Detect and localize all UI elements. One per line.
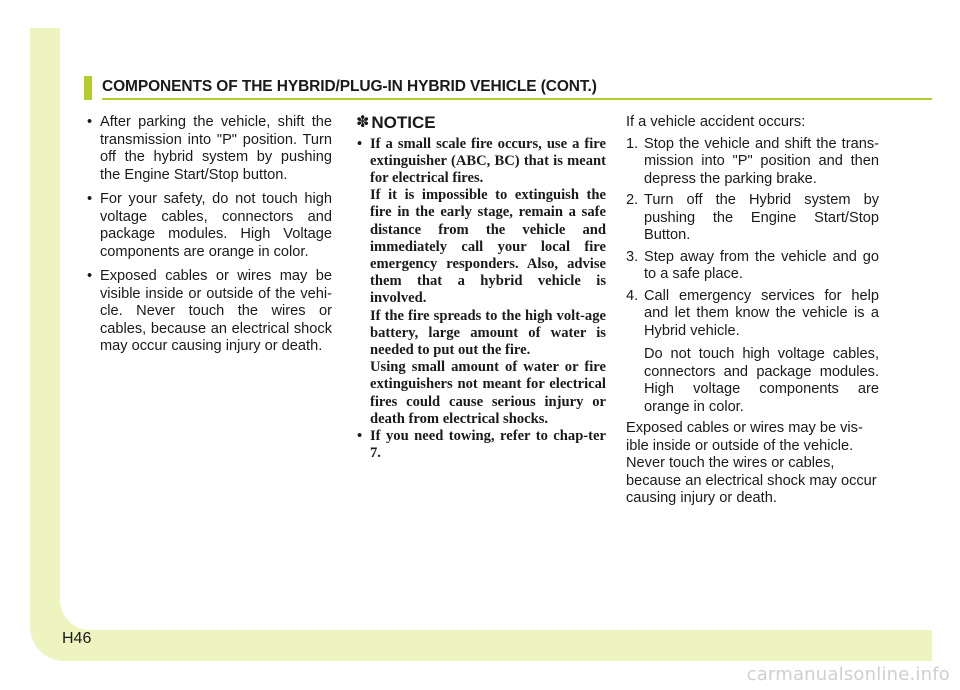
watermark: carmanualsonline.info (746, 664, 950, 685)
bullet-item: • Exposed cables or wires may be visible inside or outside of the vehi-cle. Never touch the wires or cables, because an electrical shock may occur causing injury or death. (86, 268, 332, 356)
notice-paragraph: • If a small scale fire occurs, use a fire extinguisher (ABC, BC) that is meant for electrical fires. (370, 135, 606, 186)
step-number: 1. (626, 135, 639, 152)
notice-paragraph: Using small amount of water or fire extinguishers not meant for electrical fires could cause serious injury or death from electrical shocks. (370, 359, 606, 427)
step-item (626, 192, 879, 245)
notice-item (356, 136, 606, 428)
column-middle (356, 114, 606, 462)
safety-bullet-list (86, 114, 332, 356)
step-text: Stop the vehicle and shift the trans-mission into "P" position and then depress the parking brake. (644, 135, 879, 187)
column-left (86, 114, 332, 363)
column-right (626, 114, 879, 508)
accident-steps-list (626, 136, 879, 417)
notice-paragraph: • If you need towing, refer to chap-ter 7. (370, 427, 606, 462)
step-number: 4. (626, 287, 639, 304)
step-item (626, 136, 879, 189)
step-item (626, 288, 879, 417)
step-item (626, 249, 879, 284)
closing-paragraph: Exposed cables or wires may be vis-ible inside or outside of the vehicle. Never touch the wires or cables, because an electrical shock may occur causing injury or death. (626, 420, 877, 506)
section-title: COMPONENTS OF THE HYBRID/PLUG-IN HYBRID VEHICLE (CONT.) (102, 76, 932, 100)
section-header (84, 76, 932, 100)
notice-list (356, 136, 606, 463)
header-accent-bar (84, 76, 92, 100)
page-number: H46 (62, 630, 92, 647)
step-number: 2. (626, 192, 639, 208)
notice-title: NOTICE (371, 113, 436, 132)
notice-star-icon: ✽ (356, 114, 370, 131)
bullet-item: • After parking the vehicle, shift the transmission into "P" position. Turn off the hybrid system by pushing the Engine Start/Stop button. (86, 114, 332, 184)
step-text: Step away from the vehicle and go to a safe place. (644, 248, 879, 282)
notice-heading (356, 114, 606, 132)
notice-paragraph: If the fire spreads to the high volt-age battery, large amount of water is needed to put out the fire. (370, 307, 606, 358)
notice-paragraph: If it is impossible to extinguish the fire in the early stage, remain a safe distance from the vehicle and immediately call your local fire emergency responders. Also, advise them that a hybrid vehicle is involved. (370, 187, 606, 307)
accident-intro: If a vehicle accident occurs: (626, 114, 806, 130)
step-number: 3. (626, 248, 639, 265)
notice-item (356, 428, 606, 462)
step-text: Turn off the Hybrid system by pushing the Engine Start/Stop Button. (644, 192, 879, 243)
bullet-item: • For your safety, do not touch high voltage cables, connectors and package modules. High Voltage components are orange in color. (86, 191, 332, 261)
step-text: Call emergency services for help and let them know the vehicle is a Hybrid vehicle. (644, 287, 879, 339)
step-subtext: Do not touch high voltage cables, connectors and package modules. High voltage components are orange in color. (644, 346, 879, 415)
